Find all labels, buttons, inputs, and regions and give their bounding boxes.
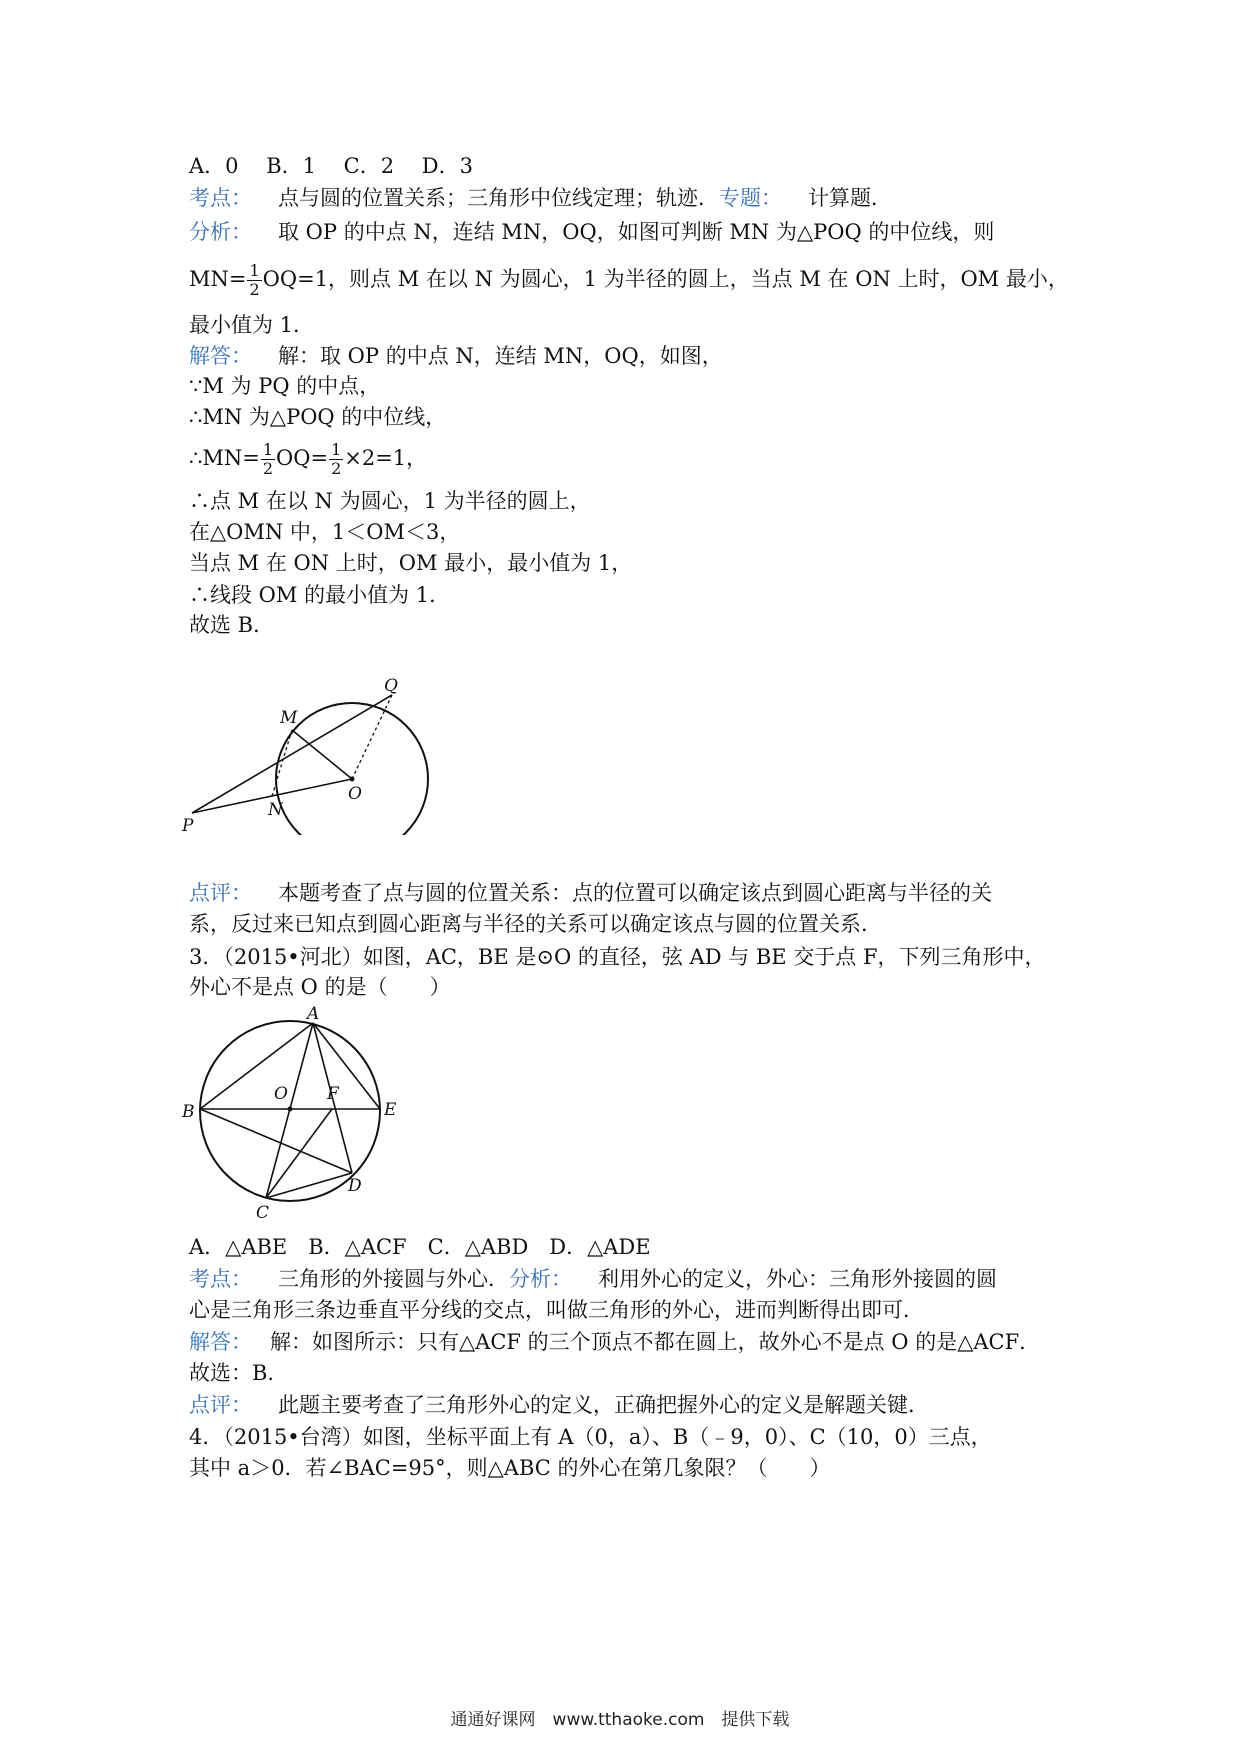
solution-line-6: ∴线段 OM 的最小值为 1．: [189, 583, 451, 607]
question-3: 3．（2015•河北）如图，AC，BE 是⊙O 的直径，弦 AD 与 BE 交于点 F，下列三角形中，: [189, 945, 1046, 969]
fraction-half: [247, 262, 261, 299]
dianping-line-q3: [189, 1390, 929, 1420]
segment-ab: [200, 1023, 313, 1109]
fenxi-line: [189, 217, 994, 247]
kaodian-label-q3: 考点：: [189, 1267, 252, 1291]
fraction-numerator: 1: [249, 261, 260, 280]
segment-mn-dashed: [272, 730, 292, 796]
segment-cf: [266, 1109, 332, 1198]
fenxi-text-q3: 利用外心的定义，外心：三角形外接圆的圆: [598, 1267, 997, 1291]
label-p: P: [182, 816, 194, 835]
dianping-line-2: 系，反过来已知点到圆心距离与半径的关系可以确定该点与圆的位置关系．: [189, 912, 882, 936]
label-n: N: [268, 800, 283, 820]
options-q3: A．△ABE B．△ACF C．△ABD D．△ADE: [189, 1235, 651, 1259]
jieda-label: 解答：: [189, 344, 252, 368]
solution-line-1: ∵M 为 PQ 的中点，: [189, 374, 381, 398]
solution-line-3: ∴点 M 在以 N 为圆心，1 为半径的圆上，: [189, 489, 591, 513]
solution-line-4: 在△OMN 中，1＜OM＜3，: [189, 520, 461, 544]
jieda-line: [189, 341, 723, 371]
fraction-1-denominator: 2: [262, 459, 274, 478]
jieda-text-q3: 解：如图所示：只有△ACF 的三个顶点不都在圆上，故外心不是点 O 的是△ACF．: [270, 1330, 1041, 1354]
fraction-2-denominator: 2: [331, 459, 342, 478]
kaodian-text: 点与圆的位置关系；三角形中位线定理；轨迹．: [278, 186, 719, 210]
formula2-post: ×2=1，: [344, 446, 428, 470]
label-d: D: [348, 1176, 362, 1196]
kaodian-label: 考点：: [189, 186, 252, 210]
jieda-line-q3: [189, 1327, 1040, 1357]
fenxi-text: 取 OP 的中点 N，连结 MN，OQ，如图可判断 MN 为△POQ 的中位线，则: [278, 220, 995, 244]
circle-o: [276, 703, 428, 835]
fraction-1: [261, 441, 275, 478]
kaodian-text-q3: 三角形的外接圆与外心．: [278, 1267, 509, 1291]
formula2-mid: OQ=: [276, 446, 329, 470]
segment-ae: [313, 1023, 380, 1109]
solution-line-2: ∴MN 为△POQ 的中位线，: [189, 405, 447, 429]
fenxi-label: 分析：: [189, 220, 252, 244]
segment-mo: [292, 730, 352, 779]
solution-line-5: 当点 M 在 ON 上时，OM 最小，最小值为 1，: [189, 551, 633, 575]
fenxi-line-q3: 心是三角形三条边垂直平分线的交点，叫做三角形的外心，进而判断得出即可．: [189, 1298, 924, 1322]
question-4-cont: 其中 a＞0．若∠BAC=95°，则△ABC 的外心在第几象限？（ ）: [189, 1456, 831, 1480]
fenxi-label-q3: 分析：: [509, 1267, 572, 1291]
formula2-pre: ∴MN=: [189, 446, 260, 470]
question-3-cont: 外心不是点 O 的是（ ）: [189, 975, 451, 999]
jieda-text: 解：取 OP 的中点 N，连结 MN，OQ，如图，: [278, 344, 723, 368]
figure-circle-pq: [180, 675, 440, 835]
dianping-label: 点评：: [189, 881, 252, 905]
page-footer: 通通好课网 www.tthaoke.com 提供下载: [450, 1710, 790, 1730]
fenxi-formula-line: [189, 262, 1069, 299]
point-o2: [288, 1107, 293, 1112]
formula-pre: MN=: [189, 267, 247, 291]
fraction-denominator: 2: [249, 280, 260, 299]
label-o2: O: [274, 1084, 288, 1104]
dianping-text: 本题考查了点与圆的位置关系：点的位置可以确定该点到圆心距离与半径的关: [278, 881, 992, 905]
jieda-label-q3: 解答：: [189, 1330, 252, 1354]
figure-circle-abcde: [180, 1005, 420, 1220]
label-q: Q: [384, 676, 398, 696]
zhuanti-label: 专题：: [719, 186, 782, 210]
label-e: E: [384, 1100, 397, 1120]
label-m: M: [280, 708, 298, 728]
options-q2: A．0 B．1 C．2 D．3: [189, 154, 473, 178]
answer-q3: 故选：B．: [189, 1361, 289, 1385]
label-b: B: [182, 1102, 195, 1122]
label-o: O: [348, 784, 362, 804]
fraction-1-numerator: 1: [262, 440, 274, 459]
kaodian-line: [189, 183, 892, 213]
dianping-line: [189, 878, 992, 908]
label-c: C: [256, 1203, 270, 1220]
label-f: F: [327, 1084, 339, 1104]
label-a: A: [307, 1005, 320, 1024]
dianping-text-q3: 此题主要考查了三角形外心的定义，正确把握外心的定义是解题关键．: [278, 1393, 929, 1417]
formula-post: OQ=1，则点 M 在以 N 为圆心，1 为半径的圆上，当点 M 在 ON 上时，OM 最小，: [262, 267, 1069, 291]
question-4: 4．（2015•台湾）如图，坐标平面上有 A（0，a）、B（﹣9，0）、C（10，0）三点，: [189, 1425, 992, 1449]
fenxi-end-line: 最小值为 1．: [189, 313, 315, 337]
solution-formula-line: [189, 441, 427, 478]
fraction-2: [329, 441, 343, 478]
fraction-2-numerator: 1: [331, 440, 342, 459]
dianping-label-q3: 点评：: [189, 1393, 252, 1417]
kaodian-line-q3: [189, 1264, 997, 1294]
solution-answer: 故选 B．: [189, 613, 275, 637]
point-o: [350, 777, 355, 782]
zhuanti-text: 计算题．: [808, 186, 892, 210]
